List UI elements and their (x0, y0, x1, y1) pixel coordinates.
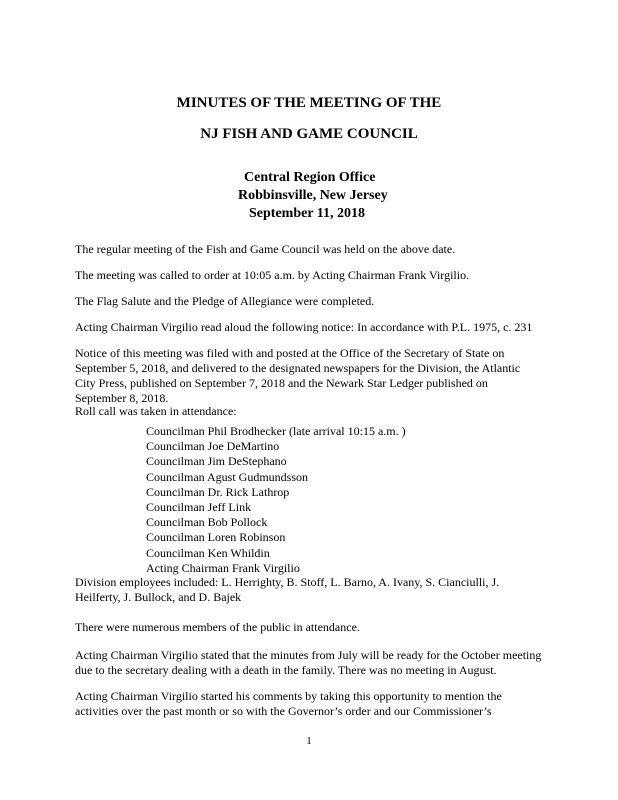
comments-line: activities over the past month or so with the Governor’s order and our Commissioner’s (75, 704, 492, 718)
paragraph-minutes-july (75, 648, 550, 678)
notice-line: City Press, published on September 7, 2018 and the Newark Star Ledger published on (75, 376, 488, 390)
meeting-date: September 11, 2018 (249, 206, 366, 221)
notice-line: September 5, 2018, and delivered to the designated newspapers for the Division, the Atlantic (75, 361, 521, 375)
page-number: 1 (306, 735, 312, 747)
roll-call-list (146, 424, 406, 576)
roll-call-item: Councilman Jim DeStephano (146, 454, 287, 469)
office-name: Central Region Office (244, 170, 376, 185)
roll-call-item: Councilman Loren Robinson (146, 530, 286, 545)
employees-line: Division employees included: L. Herrighty, B. Stoff, L. Barno, A. Ivany, S. Cianciulli, J. (75, 575, 500, 589)
paragraph-flag-salute: The Flag Salute and the Pledge of Allegiance were completed. (75, 294, 375, 308)
office-location: Robbinsville, New Jersey (238, 188, 388, 203)
roll-call-item: Acting Chairman Frank Virgilio (146, 560, 300, 575)
roll-call-item: Councilman Dr. Rick Lathrop (146, 484, 290, 499)
notice-line: September 8, 2018. (75, 391, 169, 405)
notice-line: Notice of this meeting was filed with and posted at the Office of the Secretary of State on (75, 346, 505, 360)
roll-call-item: Councilman Agust Gudmundsson (146, 469, 309, 484)
paragraph-call-to-order: The meeting was called to order at 10:05 a.m. by Acting Chairman Frank Virgilio. (75, 268, 470, 282)
paragraph-chairman-comments (75, 689, 550, 719)
paragraph-meeting-held: The regular meeting of the Fish and Game Council was held on the above date. (75, 242, 456, 256)
document-title-line-1: MINUTES OF THE MEETING OF THE (176, 95, 442, 111)
roll-call-item: Councilman Ken Whildin (146, 545, 270, 560)
roll-call-item: Councilman Joe DeMartino (146, 439, 280, 454)
minutes-line: due to the secretary dealing with a death in the family. There was no meeting in August. (75, 663, 497, 677)
paragraph-notice-intro: Acting Chairman Virgilio read aloud the following notice: In accordance with P.L. 1975, c. 231 (75, 320, 533, 334)
paragraph-division-employees (75, 575, 550, 605)
roll-call-item: Councilman Jeff Link (146, 500, 252, 515)
roll-call-item: Councilman Phil Brodhecker (late arrival 10:15 a.m. ) (146, 424, 406, 438)
roll-call-item: Councilman Bob Pollock (146, 515, 268, 530)
comments-line: Acting Chairman Virgilio started his comments by taking this opportunity to mention the (75, 689, 502, 703)
employees-line: Heilferty, J. Bullock, and D. Bajek (75, 590, 242, 604)
paragraph-roll-call-intro: Roll call was taken in attendance: (75, 404, 237, 418)
paragraph-notice-text (75, 346, 550, 406)
minutes-line: Acting Chairman Virgilio stated that the minutes from July will be ready for the October meeting (75, 648, 542, 662)
document-title-line-2: NJ FISH AND GAME COUNCIL (200, 126, 418, 142)
paragraph-public-attendance: There were numerous members of the public in attendance. (75, 620, 360, 634)
